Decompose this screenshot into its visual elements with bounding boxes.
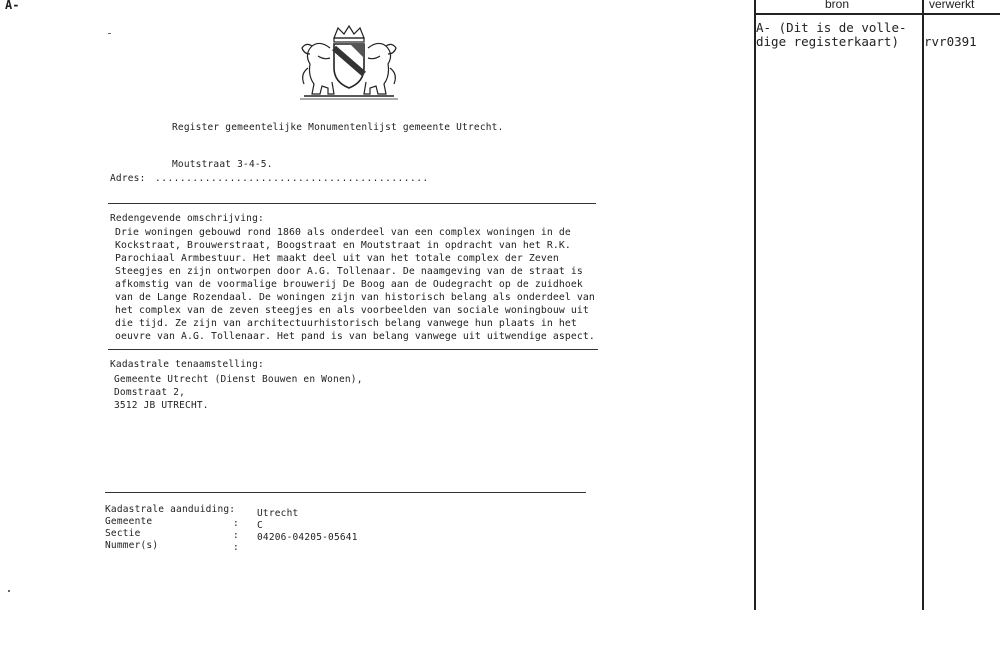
col-header-bron: bron (825, 0, 850, 11)
col-header-verwerkt: verwerkt (929, 0, 975, 11)
designation-value-sectie: C (257, 520, 263, 531)
owner-line: Gemeente Utrecht (Dienst Bouwen en Wonen), (114, 374, 363, 385)
sidebar-left-border (754, 0, 756, 610)
sidebar-header-rule (754, 13, 1000, 15)
address-label: Adres: (110, 173, 146, 184)
sidebar-column-divider (922, 0, 924, 610)
description-line: Drie woningen gebouwd rond 1860 als onderdeel van een complex woningen in de (115, 227, 571, 238)
description-line: Steegjes en zijn ontworpen door A.G. Tollenaar. De naamgeving van de straat is (115, 266, 583, 277)
stray-mark (108, 33, 111, 34)
owner-line: 3512 JB UTRECHT. (114, 400, 209, 411)
description-line: Kockstraat, Brouwerstraat, Boogstraat en Moutstraat in opdracht van het R.K. (115, 240, 571, 251)
owner-line: Domstraat 2, (114, 387, 186, 398)
divider-2 (108, 349, 598, 350)
designation-value-gemeente: Utrecht (257, 508, 299, 519)
cadastral-owner-heading: Kadastrale tenaamstelling: (110, 359, 264, 370)
description-line: van de Lange Rozendaal. De woningen zijn van historisch belang als onderdeel van (115, 292, 595, 303)
corner-mark: A- (5, 0, 20, 12)
designation-label-nummers: Nummer(s) (105, 540, 159, 551)
divider-1 (108, 203, 596, 204)
designation-separator: : (233, 518, 239, 529)
description-line: Parochiaal Armbestuur. Het maakt deel uit van het totale complex der Zeven (115, 253, 559, 264)
designation-label-sectie: Sectie (105, 528, 141, 539)
description-line: oeuvre van A.G. Tollenaar. Het pand is van belang vanwege uit uitwendige aspect. (115, 331, 595, 342)
designation-value-nummers: 04206-04205-05641 (257, 532, 358, 543)
coat-of-arms-emblem (290, 24, 408, 102)
stray-dot (8, 590, 10, 592)
description-line: afkomstig van de voormalige brouwerij De Boog aan de Oudegracht op de zuidhoek (115, 279, 583, 290)
divider-3 (105, 492, 586, 493)
description-heading: Redengevende omschrijving: (110, 213, 264, 224)
description-line: die tijd. Ze zijn van architectuurhistorisch belang vanwege hun plaats in het (115, 318, 577, 329)
address-value: Moutstraat 3-4-5. (172, 159, 273, 170)
address-dotted-line: ............................................ (155, 173, 429, 184)
register-title: Register gemeentelijke Monumentenlijst gemeente Utrecht. (172, 122, 504, 133)
verwerkt-entry: rvr0391 (924, 34, 977, 49)
description-line: het complex van de zeven steegjes en als voorbeelden van sociale woningbouw uit (115, 305, 589, 316)
bron-entry-line: dige registerkaart) (756, 34, 899, 49)
designation-separator: : (233, 542, 239, 553)
bron-entry-line: A- (Dit is de volle- (756, 20, 907, 35)
designation-label-gemeente: Gemeente (105, 516, 153, 527)
designation-separator: : (233, 530, 239, 541)
cadastral-designation-heading: Kadastrale aanduiding: (105, 504, 236, 515)
